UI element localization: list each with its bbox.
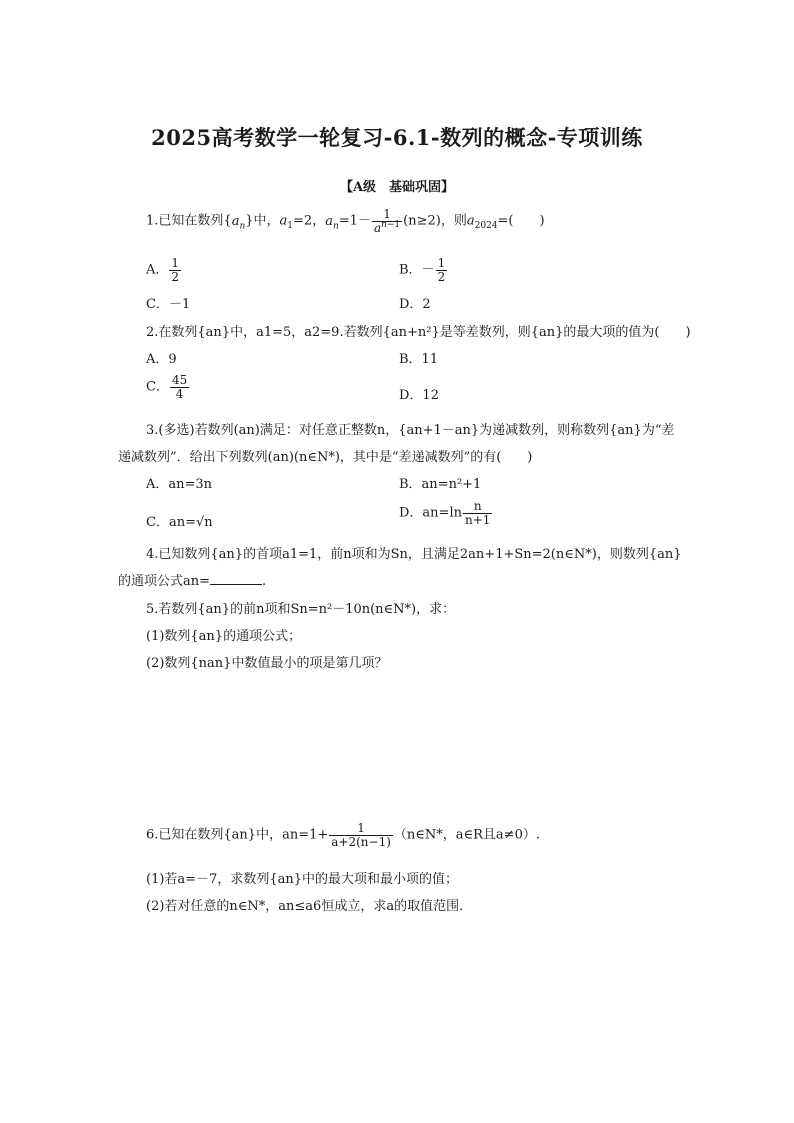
q1-option-c: C．－1 xyxy=(146,297,191,312)
q6-subquestion-2: (2)若对任意的n∈N*，an≤a6恒成立，求a的取值范围． xyxy=(146,899,473,914)
q3-option-c: C．an=√n xyxy=(146,515,213,530)
q1-formula-fraction: $\frac{1}{a^{n-1}}$ xyxy=(373,207,401,235)
q1-option-b-fraction: $\frac{1}{2}$ xyxy=(437,256,446,284)
q2-option-d: D．12 xyxy=(399,388,439,403)
section-heading: 【A级 基础巩固】 xyxy=(339,180,455,195)
question-4-line-1: 4.已知数列{an}的首项a1=1，前n项和为Sn，且满足2an+1+Sn=2(n∈N*)，则数列{an} xyxy=(146,547,682,562)
question-2: 2.在数列{an}中，a1=5，a2=9.若数列{an+n²}是等差数列，则{an}的最大项的值为( ) xyxy=(146,325,691,340)
question-4-line-2: 的通项公式an= . xyxy=(118,574,267,589)
question-3-line-2: 递减数列”．给出下列数列(an)(n∈N*)，其中是“差递减数列”的有( ) xyxy=(118,450,533,465)
q1-number: 1. xyxy=(146,213,159,229)
question-3-line-1: 3.(多选)若数列(an)满足：对任意正整数n，{an+1－an}为递减数列，则称数列{an}为“差 xyxy=(146,423,675,438)
q2-option-b: B．11 xyxy=(399,352,439,367)
q2-option-a: A．9 xyxy=(146,352,177,367)
q1-option-a-fraction: $\frac{1}{2}$ xyxy=(171,256,180,284)
q2-option-c-fraction: $\frac{45}{4}$ xyxy=(171,373,188,401)
q6-subquestion-1: (1)若a=－7，求数列{an}中的最大项和最小项的值； xyxy=(146,872,458,887)
question-1: 1.已知在数列$\{a_n\}$中，$a_1=2$，$a_n=1-$ $\frac{1}{a^{n-1}}$ (n≥2)，则$a_{2024}=$( ) xyxy=(146,207,545,235)
q1-option-a: A． $\frac{1}{2}$ xyxy=(146,256,180,284)
q1-option-b: B．－ $\frac{1}{2}$ xyxy=(399,256,446,284)
page-title: 2025高考数学一轮复习-6.1-数列的概念-专项训练 xyxy=(151,125,643,150)
q2-option-c: C． $\frac{45}{4}$ xyxy=(146,373,188,401)
q5-subquestion-1: (1)数列{an}的通项公式； xyxy=(146,629,302,644)
q1-option-d: D．2 xyxy=(399,297,431,312)
q5-subquestion-2: (2)数列{nan}中数值最小的项是第几项？ xyxy=(146,656,388,671)
q3-option-d-fraction: $\frac{n}{n+1}$ xyxy=(464,499,491,527)
answer-blank xyxy=(210,574,262,585)
q6-formula-fraction: $\frac{1}{a+2(n-1)}$ xyxy=(331,821,391,849)
question-6: 6.已知在数列{an}中，an=1+ $\frac{1}{a+2(n-1)}$ （n∈N*，a∈R且a≠0）. xyxy=(146,821,540,849)
question-5: 5.若数列{an}的前n项和Sn=n²－10n(n∈N*)，求： xyxy=(146,602,456,617)
q3-option-d: D．an=ln $\frac{n}{n+1}$ xyxy=(399,499,491,527)
q3-option-b: B．an=n²+1 xyxy=(399,477,482,492)
q3-option-a: A．an=3n xyxy=(146,477,213,492)
